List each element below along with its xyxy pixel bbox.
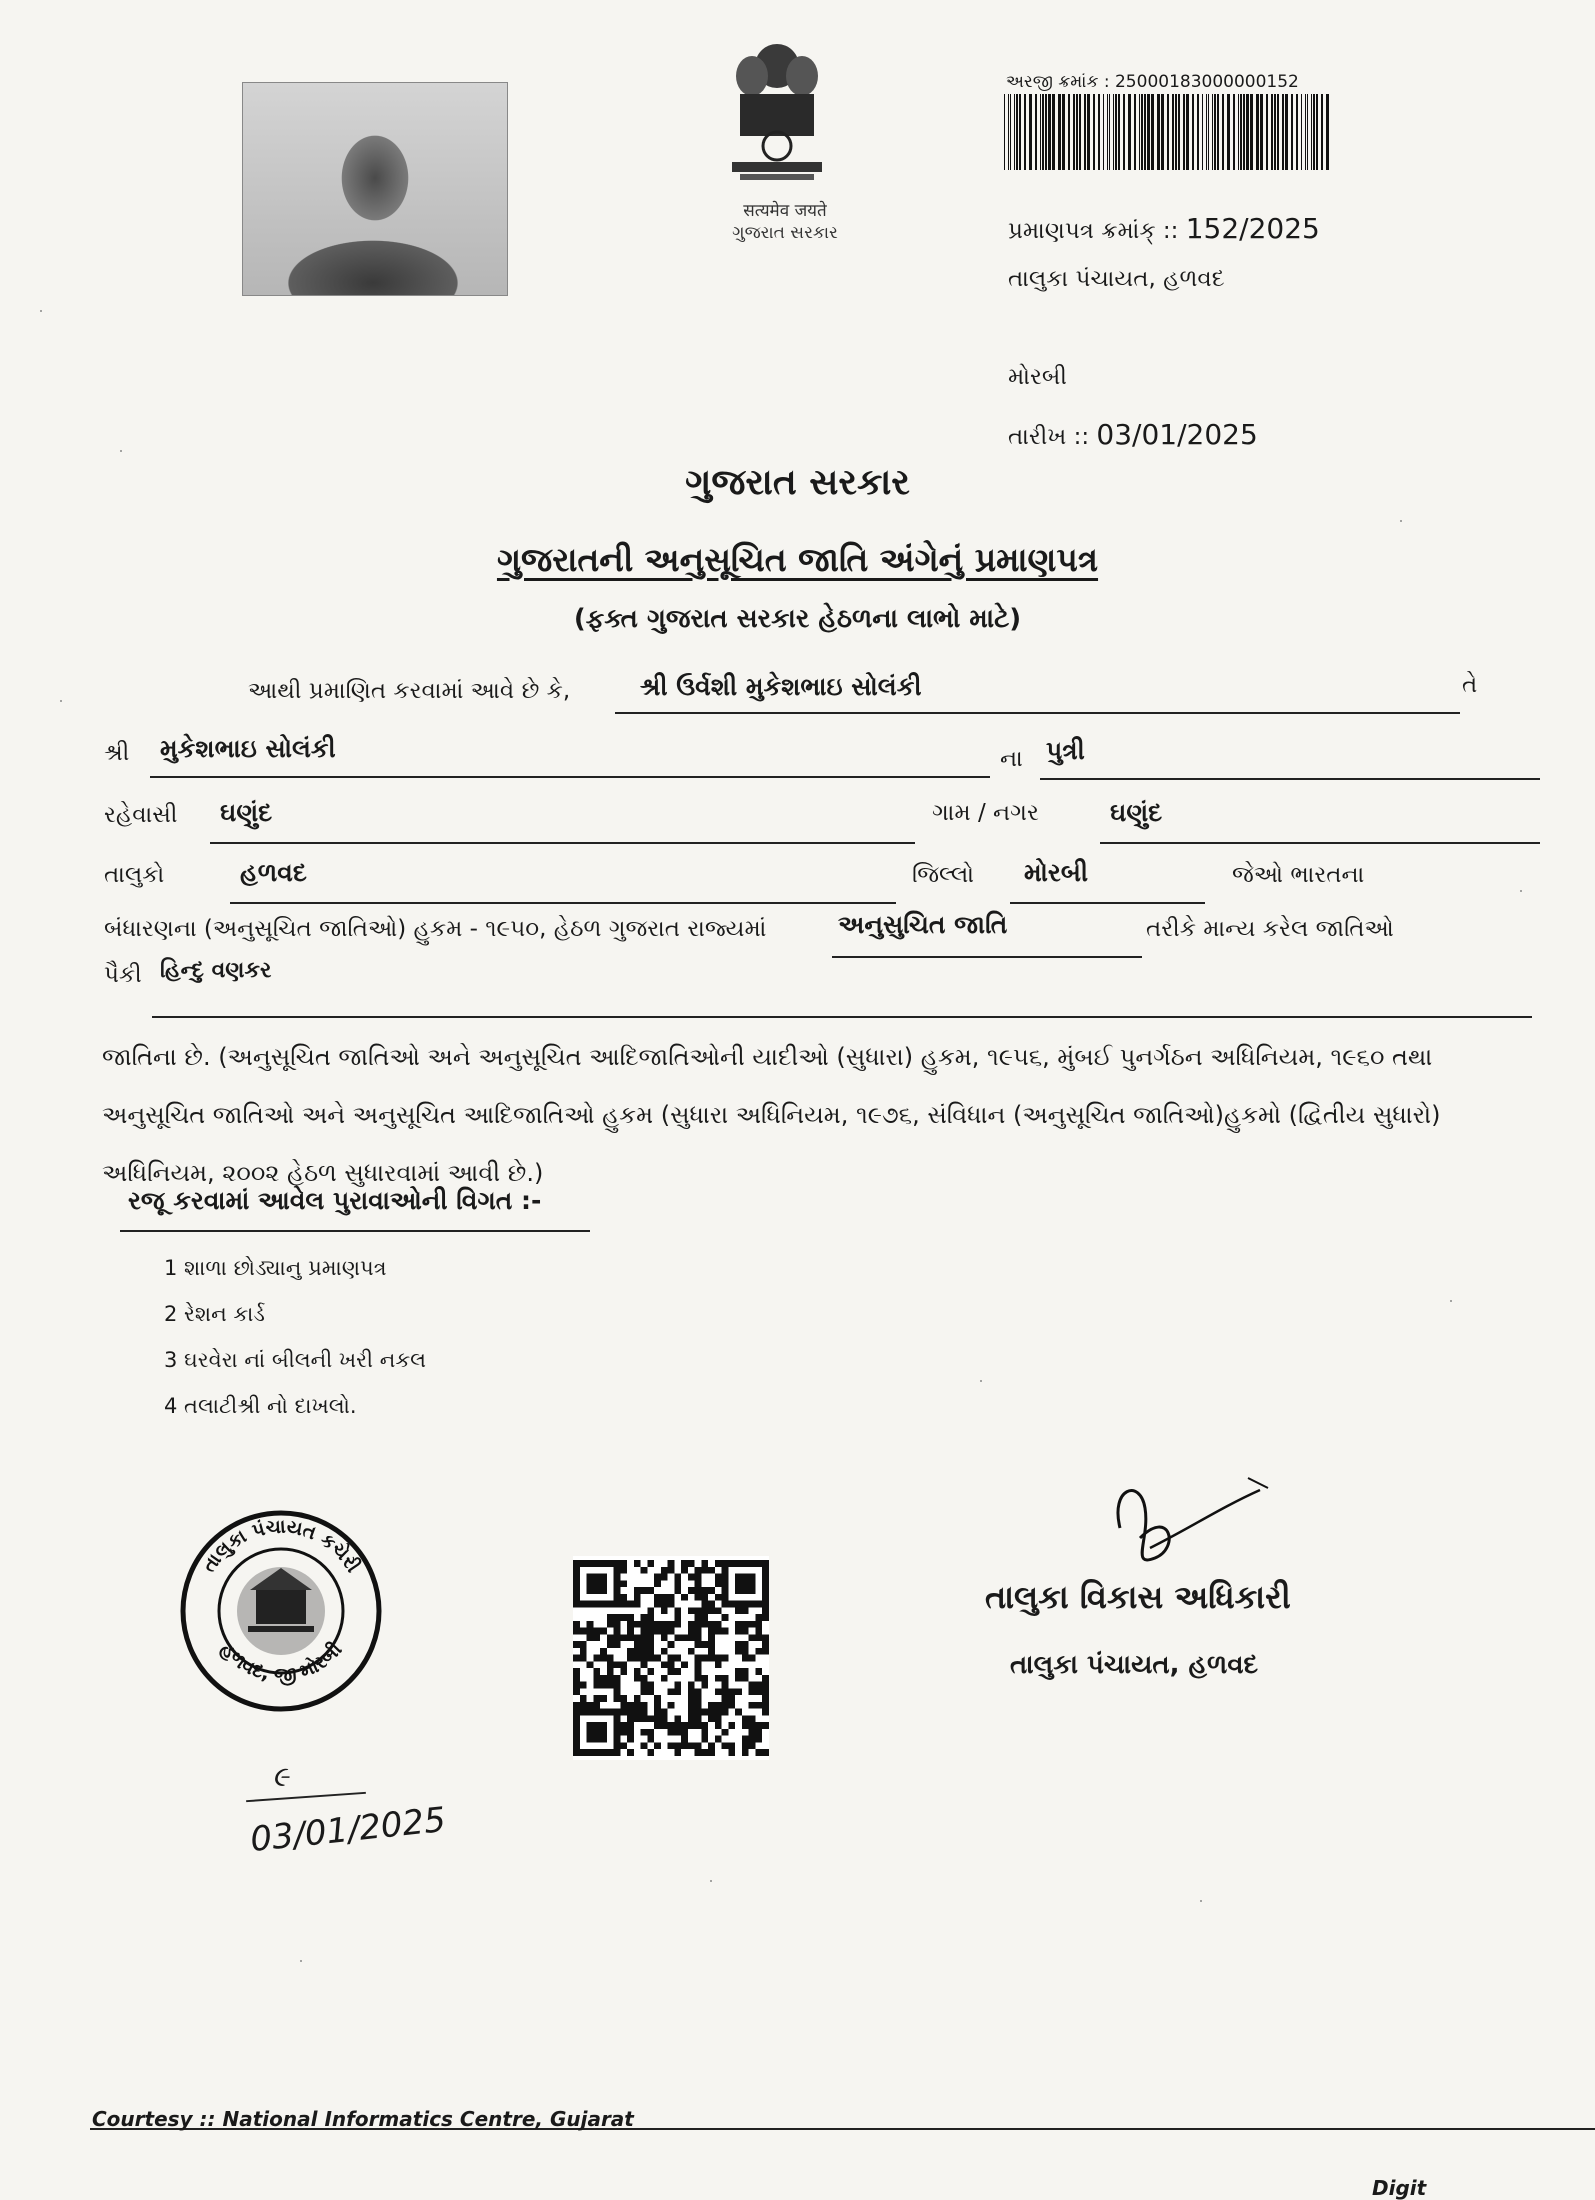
father-name: મુકેશભાઇ સોલંકી	[160, 734, 336, 763]
taluka-label: તાલુકો	[104, 862, 165, 888]
legal-paragraph: જાતિના છે. (અનુસૂચિત જાતિઓ અને અનુસૂચિત આદિજાતિઓની યાદીઓ (સુધારા) હુકમ, ૧૯૫૬, મુંબઈ પુનર્ગઠન અધિનિયમ, ૧૯૬૦ તથા અનુસૂચિત જાતિઓ અને અનુસૂચિત આદિજાતિઓ હુકમ (સુધારા અધિનિયમ, ૧૯૭૬, સંવિધાન (અનુસૂચિત જાતિઓ)હુકમો (દ્વિતીય સુધારો) અધિનિયમ, ૨૦૦૨ હેઠળ સુધારવામાં આવી છે.)	[102, 1043, 1441, 1187]
taluka-value: હળવદ	[240, 858, 307, 887]
certificate-number-row	[1008, 212, 1320, 245]
recognized-text: તરીકે માન્ય કરેલ જાતિઓ	[1146, 916, 1394, 942]
barcode	[1002, 94, 1334, 170]
district-value: મોરબી	[1024, 858, 1089, 887]
signature	[1100, 1468, 1280, 1588]
emblem-caption	[700, 200, 870, 244]
district-label: જિલ્લો	[912, 862, 975, 888]
village-label: ગામ / નગર	[932, 800, 1039, 826]
footer-courtesy: Courtesy :: National Informatics Centre, Gujarat	[92, 2107, 634, 2131]
category-value: અનુસુચિત જાતિ	[838, 910, 1008, 939]
resident-label: રહેવાસી	[104, 802, 178, 828]
evidence-item: 4 તલાટીશ્રી નો દાખલો.	[164, 1394, 357, 1418]
evidence-item: 2 રેશન કાર્ડ	[164, 1302, 265, 1326]
signatory-title: તાલુકા વિકાસ અધિકારી	[985, 1578, 1291, 1616]
issue-date: 03/01/2025	[1096, 418, 1258, 451]
seal-bottom-text: હળવદ, જી મોરબી	[215, 1638, 347, 1687]
caste-value: હિન્દુ વણકર	[160, 958, 272, 983]
certificate-number: 152/2025	[1185, 212, 1320, 245]
resident-value: ઘણુંદ	[220, 798, 273, 827]
bharat-text: જેઓ ભારતના	[1232, 862, 1365, 888]
evidence-item: 3 ઘરવેરા નાં બીલની ખરી નકલ	[164, 1348, 427, 1372]
village-value: ઘણુંદ	[1110, 798, 1163, 827]
evidence-item: 1 શાળા છોડ્યાનુ પ્રમાણપત્ર	[164, 1256, 387, 1280]
signatory-office: તાલુકા પંચાયત, હળવદ	[1010, 1650, 1259, 1680]
government-title: ગુજરાત સરકાર	[685, 462, 910, 503]
application-number: અરજી ક્રમાંક : 250001830000001​52	[1006, 72, 1299, 92]
relation: પુત્રી	[1046, 736, 1085, 765]
date-label: તારીખ ::	[1008, 424, 1090, 450]
qr-code	[573, 1556, 769, 1760]
emblem-motto: सत्यमेव जयते	[743, 201, 827, 221]
applicant-name: શ્રી ઉર્વશી મુકેશભાઇ સોલંકી	[640, 672, 922, 701]
footer-corner-text: Digit	[1372, 2176, 1427, 2200]
certificate-title: ગુજરાતની અનુસૂચિત જાતિ અંગેનું પ્રમાણપત્ર	[496, 540, 1099, 579]
applicant-photo	[242, 82, 508, 296]
evidence-heading: રજૂ કરવામાં આવેલ પુરાવાઓની વિગત :-	[128, 1186, 542, 1215]
shri-label: શ્રી	[104, 740, 130, 766]
intro-text: આથી પ્રમાણિત કરવામાં આવે છે કે,	[248, 678, 571, 704]
certificate-note: (ફક્ત ગુજરાત સરકાર હેઠળના લાભો માટે)	[573, 604, 1022, 634]
date-row	[1008, 418, 1258, 451]
national-emblem-icon	[722, 38, 832, 198]
emblem-govt: ગુજરાત સરકાર	[732, 223, 838, 243]
office-seal	[178, 1508, 384, 1714]
te-text: તે	[1462, 672, 1478, 698]
certificate-number-label: પ્રમાણપત્ર ક્રમાંક્ ::	[1008, 218, 1179, 244]
na-label: ના	[1000, 746, 1023, 772]
handwritten-date: 03/01/2025	[248, 1799, 448, 1861]
order-text: બંધારણના (અનુસૂચિત જાતિઓ) હુકમ - ૧૯૫૦, હેઠળ ગુજરાત રાજ્યમાં	[104, 916, 767, 942]
handwritten-mark: ૯	[272, 1760, 289, 1793]
paiki-label: પૈકી	[104, 962, 142, 988]
issuing-district: મોરબી	[1008, 364, 1067, 390]
issuing-office: તાલુકા પંચાયત, હળવદ	[1008, 266, 1225, 292]
seal-top-text: તાલુકા પંચાયત કચેરી	[198, 1515, 364, 1577]
